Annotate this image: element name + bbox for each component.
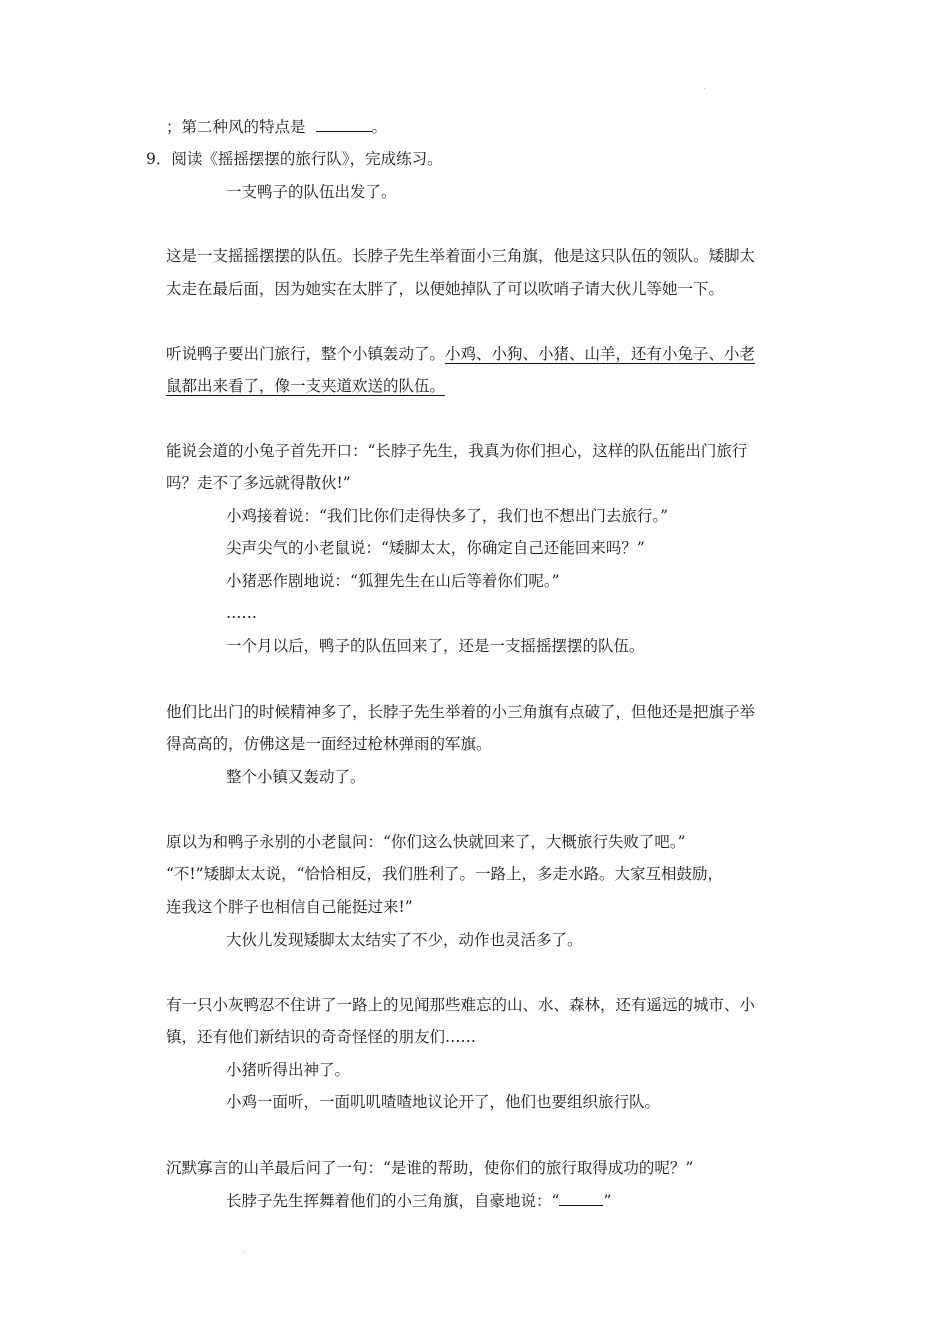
para-3-plain-text: 听说鸭子要出门旅行，整个小镇轰动了。	[166, 345, 446, 363]
passage-para-4-line-1: 能说会道的小兔子首先开口：“长脖子先生，我真为你们担心，这样的队伍能出门旅行	[166, 442, 748, 460]
passage-para-5: 小鸡接着说：“我们比你们走得快多了，我们也不想出门去旅行。”	[226, 507, 669, 525]
passage-para-13-line-1: “不!”矮脚太太说，“恰恰相反，我们胜利了。一路上，多走水路。大家互相鼓励，	[166, 865, 724, 883]
passage-para-15-line-1: 有一只小灰鸭忍不住讲了一路上的见闻那些难忘的山、水、森林，还有遥远的城市、小	[166, 996, 756, 1014]
passage-para-10-line-1: 他们比出门的时候精神多了，长脖子先生举着的小三角旗有点破了，但他还是把旗子举	[166, 703, 756, 721]
quote-answer-blank[interactable]	[559, 1190, 603, 1206]
passage-para-18: 沉默寡言的山羊最后问了一句：“是谁的帮助，使你们的旅行取得成功的呢？”	[166, 1159, 694, 1177]
scan-speck-top	[704, 88, 705, 89]
passage-para-11: 整个小镇又轰动了。	[226, 768, 366, 786]
answer-suffix: 。	[371, 118, 388, 136]
passage-para-3-line-1	[166, 344, 755, 364]
passage-para-4-line-2: 吗？走不了多远就得散伙!”	[166, 474, 351, 492]
passage-para-9: 一个月以后，鸭子的队伍回来了，还是一支摇摇摆摆的队伍。	[226, 637, 645, 655]
underlined-sentence-part-1: 小鸡、小狗、小猪、山羊，还有小兔子、小老	[445, 345, 756, 363]
answer-prefix: ；第二种风的特点是	[166, 118, 306, 136]
passage-para-2-line-2: 太走在最后面，因为她实在太胖了，以便她掉队了可以吹哨子请大伙儿等她一下。	[166, 280, 725, 298]
passage-para-13-line-2: 连我这个胖子也相信自己能挺过来!”	[166, 898, 413, 916]
passage-para-12: 原以为和鸭子永别的小老鼠问：“你们这么快就回来了，大概旅行失败了吧。”	[166, 833, 686, 851]
para-19-suffix: ”	[603, 1192, 612, 1210]
passage-para-10-line-2: 得高高的，仿佛这是一面经过枪林弹雨的军旗。	[166, 735, 492, 753]
passage-para-14: 大伙儿发现矮脚太太结实了不少，动作也灵活多了。	[226, 931, 583, 949]
passage-para-16: 小猪听得出神了。	[226, 1061, 351, 1079]
question-header	[146, 149, 443, 169]
passage-para-1: 一支鸭子的队伍出发了。	[226, 183, 397, 201]
para-19-prefix: 长脖子先生挥舞着他们的小三角旗，自豪地说：“	[226, 1192, 560, 1210]
answer-blank[interactable]	[316, 116, 372, 132]
previous-question-answer-line	[166, 116, 387, 137]
passage-para-2-line-1: 这是一支摇摇摆摆的队伍。长脖子先生举着面小三角旗，他是这只队伍的领队。矮脚太	[166, 247, 756, 265]
scan-speck-bottom	[244, 1251, 245, 1252]
question-prompt: 阅读《摇摇摆摆的旅行队》，完成练习。	[171, 150, 443, 168]
passage-para-19	[226, 1190, 611, 1211]
passage-para-7: 小猪恶作剧地说：“狐狸先生在山后等着你们呢。”	[226, 572, 560, 590]
underlined-sentence-part-2: 鼠都出来看了，像一支夹道欢送的队伍。	[166, 377, 446, 395]
passage-para-15-line-2: 镇，还有他们新结识的奇奇怪怪的朋友们……	[166, 1028, 477, 1046]
passage-para-3-line-2	[166, 376, 445, 396]
passage-ellipsis: ……	[226, 604, 257, 622]
passage-para-17: 小鸡一面听，一面叽叽喳喳地议论开了，他们也要组织旅行队。	[226, 1093, 661, 1111]
passage-para-6: 尖声尖气的小老鼠说：“矮脚太太，你确定自己还能回来吗？”	[226, 539, 645, 557]
question-number: 9．	[146, 150, 172, 168]
